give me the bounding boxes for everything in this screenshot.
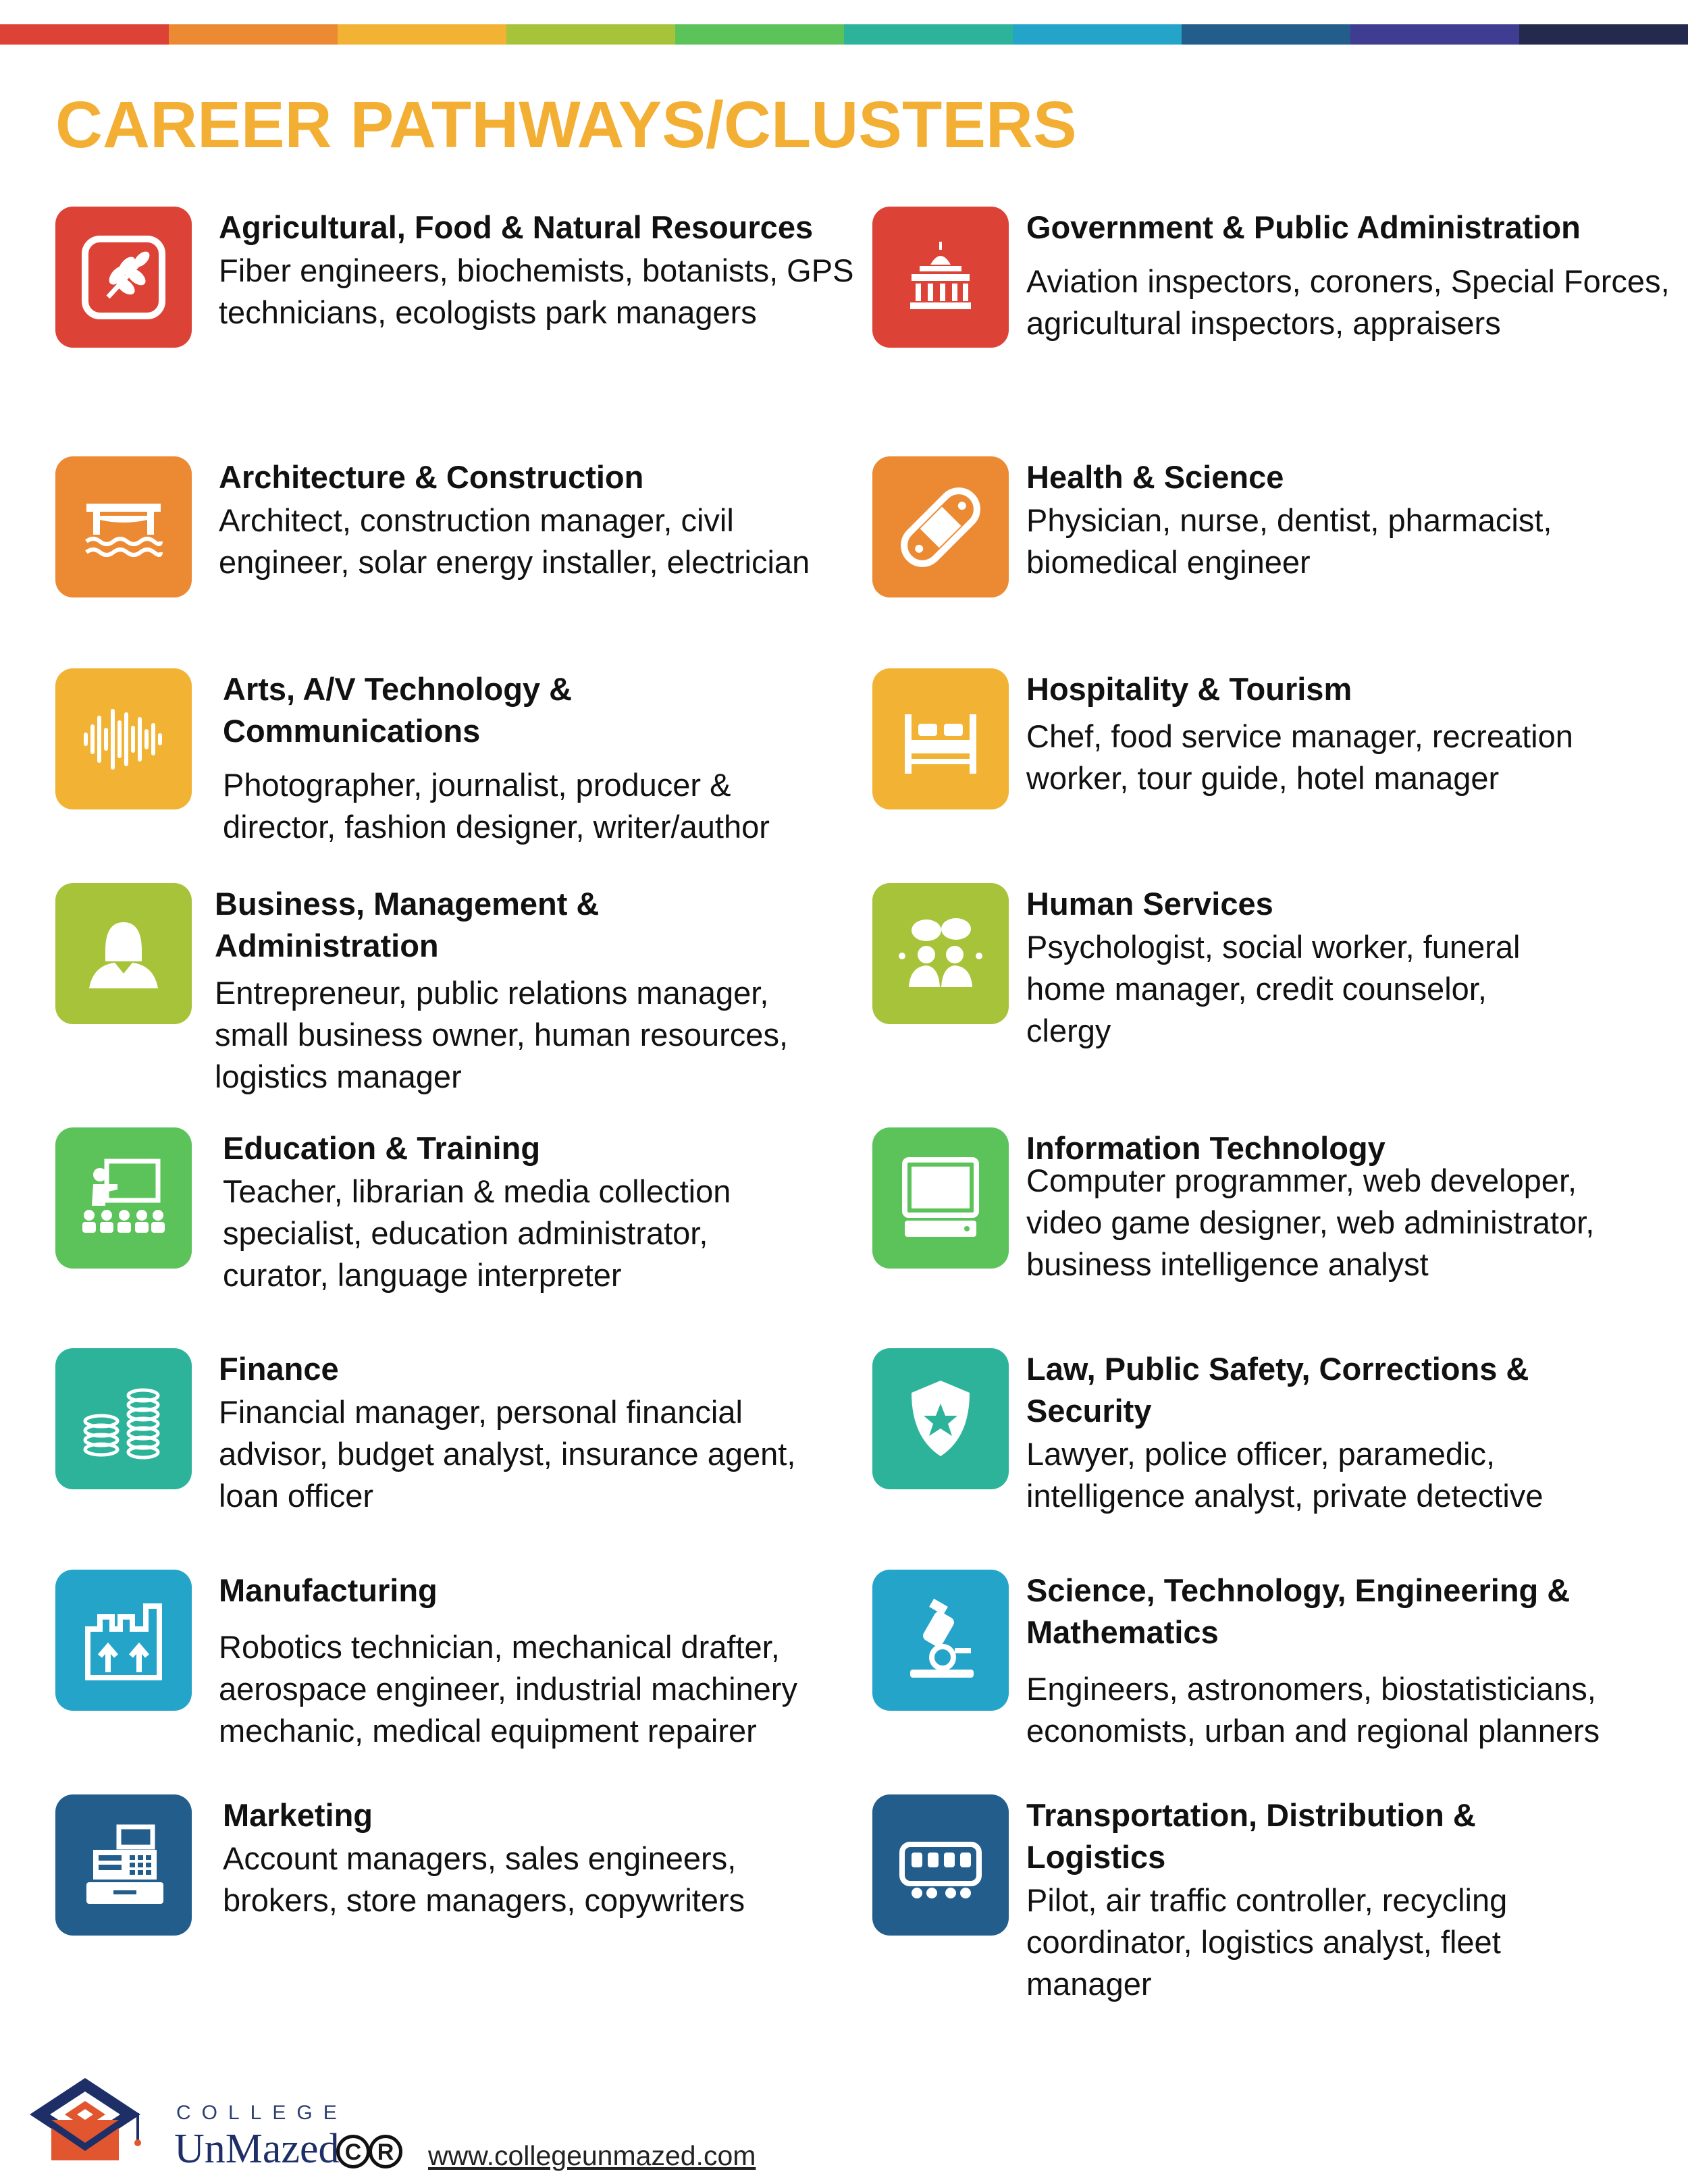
logo-college-text: COLLEGE (176, 2102, 348, 2124)
factory-icon-glyph (73, 1590, 174, 1691)
people-talking-icon (872, 883, 1009, 1024)
color-segment (1182, 24, 1350, 45)
cash-register-icon-glyph (73, 1815, 174, 1916)
page-title: CAREER PATHWAYS/CLUSTERS (55, 88, 1077, 161)
college-unmazed-logo-icon (24, 2073, 146, 2167)
top-color-bar (0, 24, 1688, 45)
color-segment (169, 24, 338, 45)
factory-icon (55, 1570, 192, 1711)
classroom-icon (55, 1127, 192, 1269)
cluster-name: Education & Training (223, 1130, 541, 1166)
cluster-name: Health & Science (1026, 459, 1284, 495)
cash-register-icon (55, 1794, 192, 1936)
people-talking-icon-glyph (890, 903, 991, 1005)
cluster-jobs: Architect, construction manager, civil engineer, solar energy installer, electrician (219, 502, 810, 580)
soundwave-icon-glyph (73, 689, 174, 790)
color-segment (675, 24, 844, 45)
cluster-jobs: Pilot, air traffic controller, recycling coordinator, logistics analyst, fleet manager (1026, 1882, 1508, 2002)
cluster-jobs: Chef, food service manager, recreation worker, tour guide, hotel manager (1026, 718, 1573, 796)
coins-icon-glyph (73, 1368, 174, 1470)
cluster-name: Law, Public Safety, Corrections & Security (1026, 1351, 1529, 1429)
cluster-jobs: Photographer, journalist, producer & director, fashion designer, writer/author (223, 767, 770, 845)
cluster-jobs: Robotics technician, mechanical drafter, aerospace engineer, industrial machinery mechanic, medical equipment repairer (219, 1629, 797, 1749)
cluster-jobs: Engineers, astronomers, biostatisticians, economists, urban and regional planners (1026, 1671, 1600, 1749)
cluster-name: Manufacturing (219, 1572, 438, 1608)
cluster-jobs: Fiber engineers, biochemists, botanists, GPS technicians, ecologists park managers (219, 252, 854, 330)
computer-icon (872, 1127, 1009, 1269)
cluster-jobs: Physician, nurse, dentist, pharmacist, biomedical engineer (1026, 502, 1552, 580)
capitol-icon (872, 207, 1009, 348)
color-segment (1013, 24, 1182, 45)
color-segment (1350, 24, 1519, 45)
cluster-name: Hospitality & Tourism (1026, 671, 1352, 707)
cluster-name: Business, Management & Administration (215, 886, 600, 963)
cluster-jobs: Computer programmer, web developer, video game designer, web administrator, business intelligence analyst (1026, 1163, 1595, 1282)
website-link[interactable]: www.collegeunmazed.com (428, 2140, 756, 2171)
cluster-name: Marketing (223, 1797, 373, 1833)
cluster-jobs: Psychologist, social worker, funeral home manager, credit counselor, clergy (1026, 929, 1521, 1048)
cluster-jobs: Lawyer, police officer, paramedic, intelligence analyst, private detective (1026, 1436, 1544, 1514)
cluster-name: Arts, A/V Technology & Communications (223, 671, 573, 749)
cluster-jobs: Entrepreneur, public relations manager, small business owner, human resources, logistics manager (215, 975, 789, 1094)
color-segment (0, 24, 169, 45)
soundwave-icon (55, 668, 192, 809)
computer-icon-glyph (890, 1148, 991, 1249)
bridge-icon-glyph (73, 477, 174, 578)
businesswoman-icon-glyph (73, 903, 174, 1005)
police-badge-icon (872, 1348, 1009, 1489)
bridge-icon (55, 456, 192, 597)
cluster-jobs: Teacher, librarian & media collection specialist, education administrator, curator, language interpreter (223, 1173, 731, 1293)
color-segment (338, 24, 506, 45)
cluster-name: Science, Technology, Engineering & Mathematics (1026, 1572, 1571, 1650)
cluster-jobs: Account managers, sales engineers, brokers, store managers, copywriters (223, 1840, 745, 1918)
cluster-name: Transportation, Distribution & Logistics (1026, 1797, 1476, 1875)
cluster-name: Agricultural, Food & Natural Resources (219, 209, 814, 245)
train-icon-glyph (890, 1815, 991, 1916)
cluster-name: Government & Public Administration (1026, 209, 1581, 245)
capitol-icon-glyph (890, 227, 991, 328)
bandage-icon-glyph (890, 477, 991, 578)
wheat-icon-glyph (73, 227, 174, 328)
cluster-name: Human Services (1026, 886, 1273, 922)
cluster-jobs: Aviation inspectors, coroners, Special Forces, agricultural inspectors, appraisers (1026, 263, 1670, 341)
classroom-icon-glyph (73, 1148, 174, 1249)
cluster-jobs: Financial manager, personal financial advisor, budget analyst, insurance agent, loan officer (219, 1394, 796, 1514)
bandage-icon (872, 456, 1009, 597)
businesswoman-icon (55, 883, 192, 1024)
police-badge-icon-glyph (890, 1368, 991, 1470)
bed-icon-glyph (890, 689, 991, 790)
cluster-name: Finance (219, 1351, 339, 1387)
train-icon (872, 1794, 1009, 1936)
wheat-icon (55, 207, 192, 348)
color-segment (1519, 24, 1688, 45)
logo-name-text: UnMazed (174, 2126, 340, 2172)
color-segment (844, 24, 1013, 45)
footer (24, 2073, 835, 2174)
microscope-icon-glyph (890, 1590, 991, 1691)
copyright-icon: C (336, 2135, 370, 2168)
color-segment (506, 24, 675, 45)
microscope-icon (872, 1570, 1009, 1711)
cluster-name: Information Technology (1026, 1130, 1386, 1166)
registered-icon: R (369, 2135, 402, 2168)
cluster-name: Architecture & Construction (219, 459, 644, 495)
bed-icon (872, 668, 1009, 809)
coins-icon (55, 1348, 192, 1489)
